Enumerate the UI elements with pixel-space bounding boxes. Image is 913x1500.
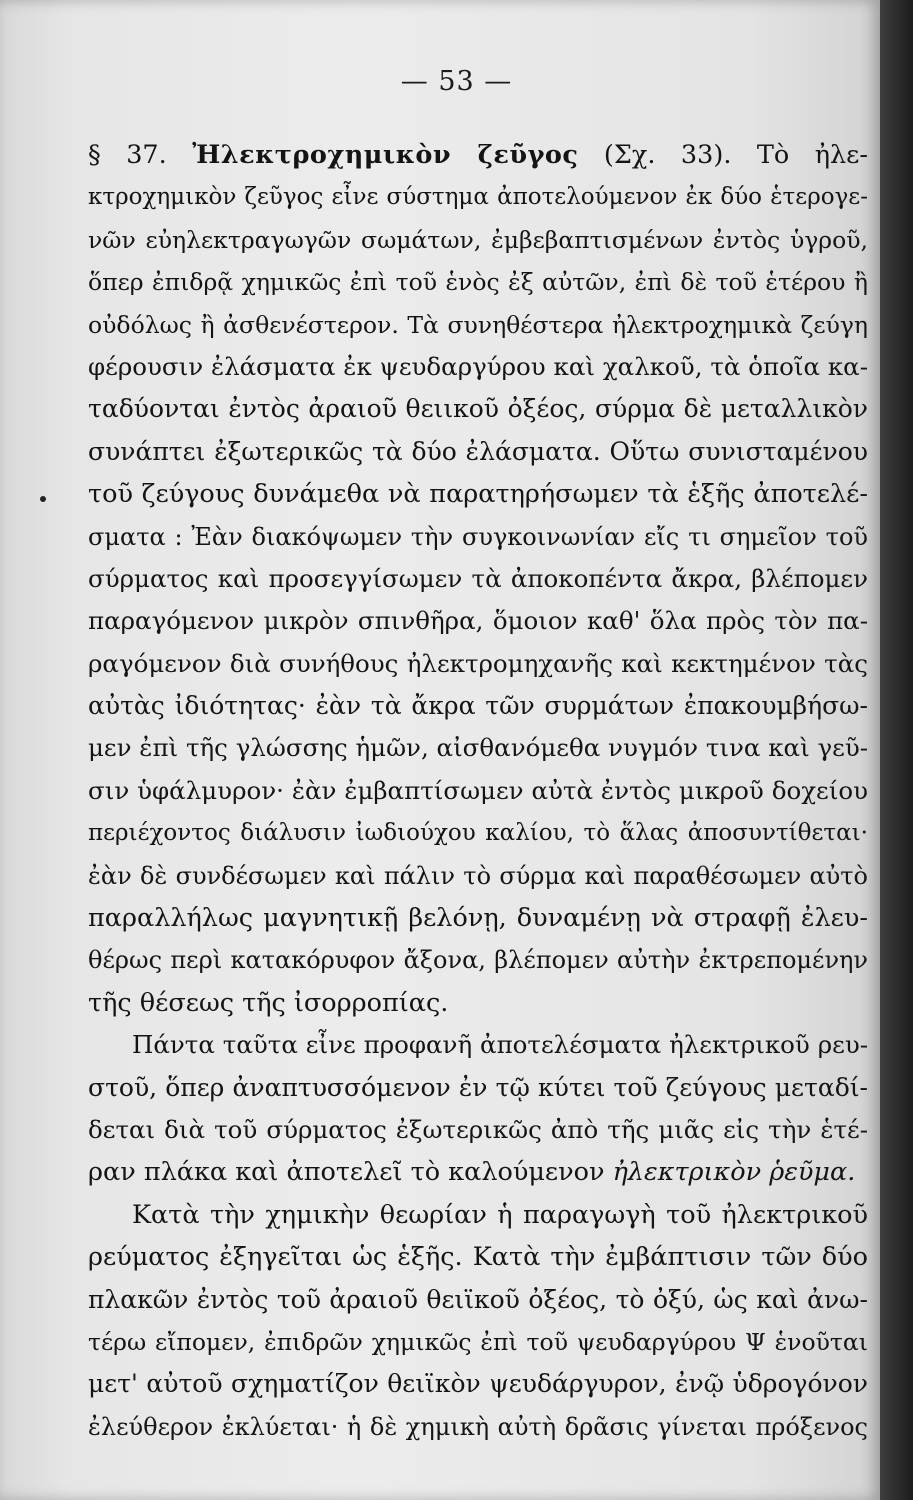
text-line: συνάπτει ἐξωτερικῶς τὰ δύο ἐλάσματα. Οὕτω συνισταμένου — [88, 436, 868, 466]
text-line: σιν ὑφάλμυρον· ἐὰν ἐμβαπτίσωμεν αὐτὰ ἐντὸς μικροῦ δοχείου — [88, 775, 868, 805]
section-heading-line — [88, 134, 868, 176]
text-line: Κατὰ τὴν χημικὴν θεωρίαν ἡ παραγωγὴ τοῦ ἠλεκτρικοῦ — [132, 1199, 868, 1230]
text-line: παραγόμενον μικρὸν σπινθῆρα, ὅμοιον καθ' ὅλα πρὸς τὸν πα- — [88, 606, 868, 636]
text-line: ρεύματος ἐξηγεῖται ὡς ἑξῆς. Κατὰ τὴν ἐμβάπτισιν τῶν δύο — [88, 1242, 868, 1273]
text-line: μεν ἐπὶ τῆς γλώσσης ἡμῶν, αἰσθανόμεθα νυγμόν τινα καὶ γεῦ- — [88, 733, 868, 763]
text-line: περιέχοντος διάλυσιν ἰωδιούχου καλίου, τὸ ἅλας ἀποσυντίθεται· — [88, 820, 868, 847]
text-line: τῆς θέσεως τῆς ἰσορροπίας. — [88, 987, 449, 1018]
text-line: τοῦ ζεύγους δυνάμεθα νὰ παρατηρήσωμεν τὰ ἑξῆς ἀποτελέ- — [88, 479, 868, 510]
text-line: ραγόμενον διὰ συνήθους ἠλεκτρομηχανῆς καὶ κεκτημένον τὰς — [88, 648, 868, 678]
text-line: πλακῶν ἐντὸς τοῦ ἀραιοῦ θειϊκοῦ ὀξέος, τὸ ὀξύ, ὡς καὶ ἀνω- — [88, 1284, 868, 1314]
text-line: οὐδόλως ἢ ἀσθενέστερον. Τὰ συνηθέστερα ἠλεκτροχημικὰ ζεύγη — [88, 310, 868, 339]
text-line: ὅπερ ἐπιδρᾷ χημικῶς ἐπὶ τοῦ ἑνὸς ἐξ αὐτῶν, ἐπὶ δὲ τοῦ ἑτέρου ἢ — [88, 268, 868, 297]
text-line — [88, 1151, 868, 1193]
text-line: ταδύονται ἐντὸς ἀραιοῦ θειικοῦ ὀξέος, σύρμα δὲ μεταλλικὸν — [88, 394, 868, 424]
text-line: θέρως περὶ κατακόρυφον ἄξονα, βλέπομεν αὐτὴν ἐκτρεπομένην — [88, 946, 868, 975]
text-line: κτροχημικὸν ζεῦγος εἶνε σύστημα ἀποτελούμενον ἐκ δύο ἑτερογε- — [88, 184, 868, 211]
italic-term: ἠλεκτρικὸν ῥεῦμα. — [612, 1157, 856, 1188]
text-line: δεται διὰ τοῦ σύρματος ἐξωτερικῶς ἀπὸ τῆς μιᾶς εἰς τὴν ἑτέ- — [88, 1114, 868, 1144]
text-line: σματα : Ἐὰν διακόψωμεν τὴν συγκοινωνίαν εἴς τι σημεῖον τοῦ — [88, 522, 868, 551]
section-number: § 37. — [88, 140, 167, 170]
text-line: στοῦ, ὅπερ ἀναπτυσσόμενον ἐν τῷ κύτει τοῦ ζεύγους μεταδί- — [88, 1072, 868, 1102]
figure-reference: (Σχ. 33). — [603, 140, 732, 170]
page-number: — 53 — — [400, 66, 513, 97]
text-line: παραλλήλως μαγνητικῇ βελόνῃ, δυναμένῃ νὰ στραφῇ ἐλευ- — [88, 903, 868, 934]
book-spine-shadow — [880, 0, 913, 1500]
text-line: φέρουσιν ἐλάσματα ἐκ ψευδαργύρου καὶ χαλκοῦ, τὰ ὁποῖα κα- — [88, 351, 868, 381]
text-line: νῶν εὐηλεκτραγωγῶν σωμάτων, ἐμβεβαπτισμένων ἐντὸς ὑγροῦ, — [88, 225, 868, 254]
section-title: Ἠλεκτροχημικὸν ζεῦγος — [192, 140, 579, 170]
text-line: Πάντα ταῦτα εἶνε προφανῆ ἀποτελέσματα ἠλεκτρικοῦ ρευ- — [132, 1030, 868, 1060]
text-line: ἐὰν δὲ συνδέσωμεν καὶ πάλιν τὸ σύρμα καὶ παραθέσωμεν αὐτὸ — [88, 861, 868, 890]
ink-speck — [40, 496, 46, 502]
first-line-text: Τὸ ἠλε- — [756, 140, 868, 170]
text-line: μετ' αὐτοῦ σχηματίζον θειϊκὸν ψευδάργυρον, ἐνῷ ὑδρογόνον — [88, 1369, 868, 1399]
text-line: αὐτὰς ἰδιότητας· ἐὰν τὰ ἄκρα τῶν συρμάτων ἐπακουμβήσω- — [88, 691, 868, 721]
text-line: ἐλεύθερον ἐκλύεται· ἡ δὲ χημικὴ αὐτὴ δρᾶσις γίνεται πρόξενος — [88, 1412, 868, 1441]
text-line: σύρματος καὶ προσεγγίσωμεν τὰ ἀποκοπέντα ἄκρα, βλέπομεν — [88, 563, 868, 593]
text-line-start: ραν πλάκα καὶ ἀποτελεῖ τὸ καλούμενον — [88, 1157, 605, 1188]
page-text — [88, 134, 868, 1448]
text-line: τέρω εἴπομεν, ἐπιδρῶν χημικῶς ἐπὶ τοῦ ψευδαργύρου Ψ ἑνοῦται — [88, 1327, 868, 1356]
